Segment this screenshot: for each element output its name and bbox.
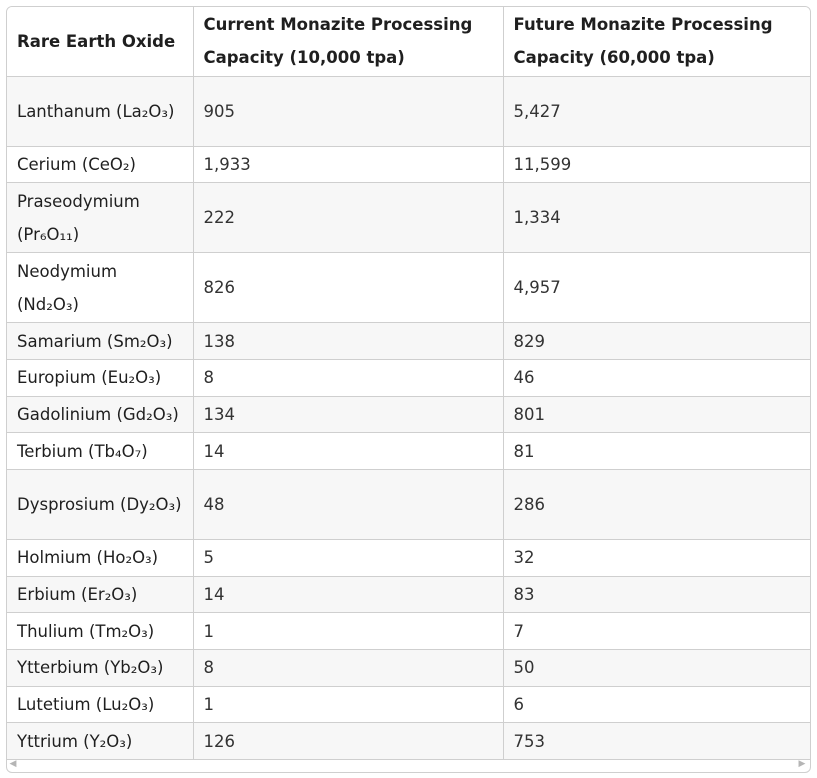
cell-oxide: Samarium (Sm₂O₃)	[7, 323, 193, 360]
cell-future-capacity: 5,427	[503, 76, 810, 146]
cell-future-capacity: 11,599	[503, 146, 810, 183]
cell-current-capacity: 126	[193, 723, 503, 760]
table-row	[7, 323, 810, 360]
table-row	[7, 723, 810, 760]
cell-oxide: Yttrium (Y₂O₃)	[7, 723, 193, 760]
cell-future-capacity: 829	[503, 323, 810, 360]
table-row	[7, 183, 810, 253]
cell-future-capacity: 50	[503, 650, 810, 687]
scroll-right-icon[interactable]: ▶	[798, 759, 806, 769]
cell-current-capacity: 138	[193, 323, 503, 360]
cell-future-capacity: 7	[503, 613, 810, 650]
table-row	[7, 650, 810, 687]
header-rare-earth-oxide: Rare Earth Oxide	[7, 7, 193, 76]
cell-current-capacity: 8	[193, 650, 503, 687]
table-row	[7, 576, 810, 613]
table-row	[7, 359, 810, 396]
cell-future-capacity: 32	[503, 539, 810, 576]
cell-oxide: Cerium (CeO₂)	[7, 146, 193, 183]
cell-current-capacity: 826	[193, 253, 503, 323]
table-row	[7, 396, 810, 433]
cell-future-capacity: 801	[503, 396, 810, 433]
scroll-left-icon[interactable]: ◀	[9, 759, 17, 769]
cell-oxide: Holmium (Ho₂O₃)	[7, 539, 193, 576]
horizontal-scrollbar[interactable]	[6, 757, 809, 771]
rare-earth-table	[7, 7, 810, 760]
cell-current-capacity: 8	[193, 359, 503, 396]
cell-current-capacity: 1,933	[193, 146, 503, 183]
cell-oxide: Praseodymium (Pr₆O₁₁)	[7, 183, 193, 253]
cell-future-capacity: 83	[503, 576, 810, 613]
cell-oxide: Neodymium (Nd₂O₃)	[7, 253, 193, 323]
table-row	[7, 539, 810, 576]
table-row	[7, 686, 810, 723]
cell-oxide: Lutetium (Lu₂O₃)	[7, 686, 193, 723]
cell-current-capacity: 5	[193, 539, 503, 576]
table-row	[7, 613, 810, 650]
cell-oxide: Ytterbium (Yb₂O₃)	[7, 650, 193, 687]
table-container	[6, 6, 811, 773]
table-header-row	[7, 7, 810, 76]
table-row	[7, 469, 810, 539]
cell-future-capacity: 46	[503, 359, 810, 396]
cell-current-capacity: 134	[193, 396, 503, 433]
cell-future-capacity: 6	[503, 686, 810, 723]
cell-oxide: Thulium (Tm₂O₃)	[7, 613, 193, 650]
cell-future-capacity: 1,334	[503, 183, 810, 253]
table-row	[7, 253, 810, 323]
cell-oxide: Dysprosium (Dy₂O₃)	[7, 469, 193, 539]
cell-oxide: Terbium (Tb₄O₇)	[7, 433, 193, 470]
cell-current-capacity: 1	[193, 686, 503, 723]
cell-current-capacity: 905	[193, 76, 503, 146]
cell-current-capacity: 222	[193, 183, 503, 253]
cell-oxide: Gadolinium (Gd₂O₃)	[7, 396, 193, 433]
table-row	[7, 76, 810, 146]
table-body	[7, 76, 810, 760]
cell-current-capacity: 14	[193, 576, 503, 613]
cell-current-capacity: 1	[193, 613, 503, 650]
cell-oxide: Lanthanum (La₂O₃)	[7, 76, 193, 146]
cell-oxide: Erbium (Er₂O₃)	[7, 576, 193, 613]
cell-current-capacity: 14	[193, 433, 503, 470]
cell-future-capacity: 753	[503, 723, 810, 760]
cell-oxide: Europium (Eu₂O₃)	[7, 359, 193, 396]
cell-future-capacity: 4,957	[503, 253, 810, 323]
table-row	[7, 433, 810, 470]
cell-current-capacity: 48	[193, 469, 503, 539]
header-future-capacity: Future Monazite Processing Capacity (60,000 tpa)	[503, 7, 810, 76]
cell-future-capacity: 81	[503, 433, 810, 470]
cell-future-capacity: 286	[503, 469, 810, 539]
header-current-capacity: Current Monazite Processing Capacity (10,000 tpa)	[193, 7, 503, 76]
table-row	[7, 146, 810, 183]
